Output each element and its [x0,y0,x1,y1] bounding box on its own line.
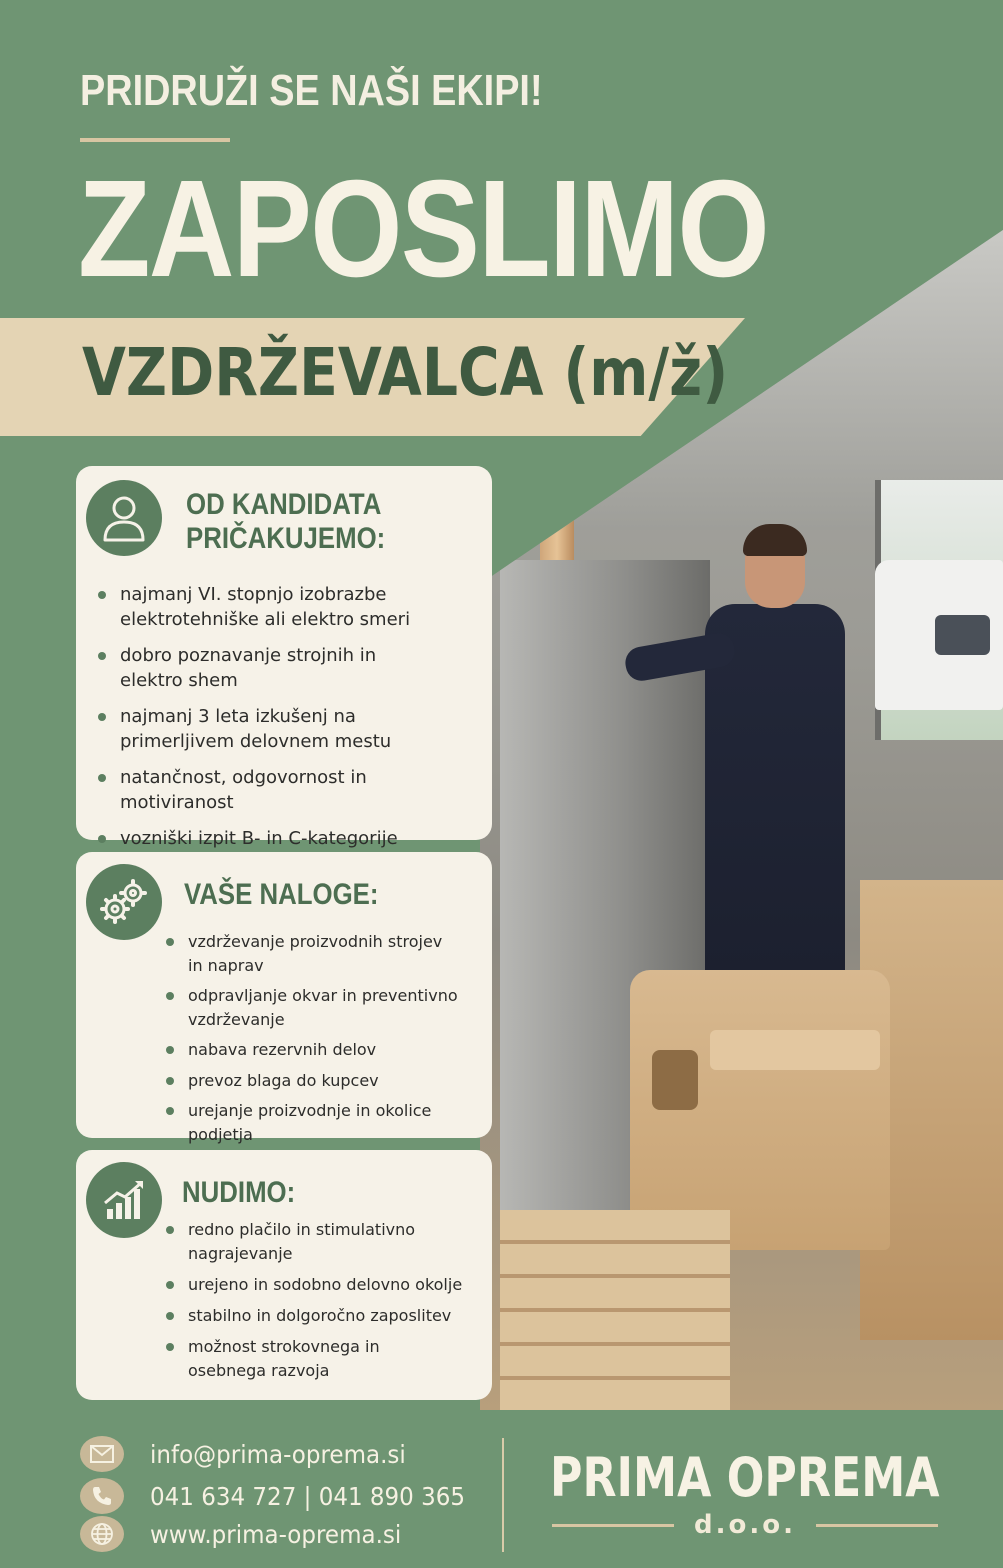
pre-title-underline [80,138,230,142]
list-item: najmanj VI. stopnjo izobrazbe elektrotehniške ali elektro smeri [94,582,484,632]
list-item: vozniški izpit B- in C-kategorije [94,826,484,851]
photo-wooden-chair [630,970,890,1250]
list-item: vzdrževanje proizvodnih strojev in naprav [162,930,488,977]
contact-web-row [80,1516,423,1552]
requirements-card [76,466,492,849]
offer-title: NUDIMO: [182,1176,296,1209]
contact-website[interactable]: www.prima-oprema.si [150,1519,402,1549]
brand-name: PRIMA OPREMA [550,1446,940,1509]
photo-camper-van [875,560,1003,710]
tasks-title: VAŠE NALOGE: [184,878,379,911]
contact-email[interactable]: info@prima-oprema.si [150,1439,406,1469]
contact-phone-row [80,1478,492,1514]
list-item: najmanj 3 leta izkušenj na primerljivem delovnem mestu [94,704,484,754]
tasks-card [76,852,492,1144]
photo-worker [695,530,845,1030]
requirements-title: OD KANDIDATA PRIČAKUJEMO: [186,488,386,555]
contact-phone[interactable]: 041 634 727 | 041 890 365 [150,1481,466,1511]
list-item: urejeno in sodobno delovno okolje [162,1273,488,1297]
pre-title: PRIDRUŽI SE NAŠI EKIPI! [80,66,543,115]
user-icon [86,480,162,556]
tasks-list [162,930,488,1153]
footer-divider [502,1438,504,1552]
list-item: stabilno in dolgoročno zaposlitev [162,1304,488,1328]
envelope-icon [80,1436,124,1472]
list-item: dobro poznavanje strojnih in elektro shem [94,643,484,693]
requirements-list [94,582,484,862]
offer-card [76,1150,492,1400]
position-title: VZDRŽEVALCA (m/ž) [82,334,729,411]
list-item: možnost strokovnega in osebnega razvoja [162,1335,488,1383]
gears-icon [86,864,162,940]
phone-icon [80,1478,124,1514]
globe-icon [80,1516,124,1552]
list-item: nabava rezervnih delov [162,1038,488,1062]
brand-suffix-row [552,1510,938,1540]
growth-chart-icon [86,1162,162,1238]
brand-line-left [552,1524,674,1527]
list-item: natančnost, odgovornost in motiviranost [94,765,484,815]
brand-suffix: d.o.o. [694,1510,796,1540]
contact-email-row [80,1436,428,1472]
offer-list [162,1218,488,1390]
photo-wood-boards [500,1210,730,1410]
list-item: odpravljanje okvar in preventivno vzdrževanje [162,984,488,1031]
list-item: urejanje proizvodnje in okolice podjetja [162,1099,488,1146]
list-item: redno plačilo in stimulativno nagrajevanje [162,1218,488,1266]
list-item: prevoz blaga do kupcev [162,1069,488,1093]
main-title: ZAPOSLIMO [78,152,769,306]
brand-line-right [816,1524,938,1527]
